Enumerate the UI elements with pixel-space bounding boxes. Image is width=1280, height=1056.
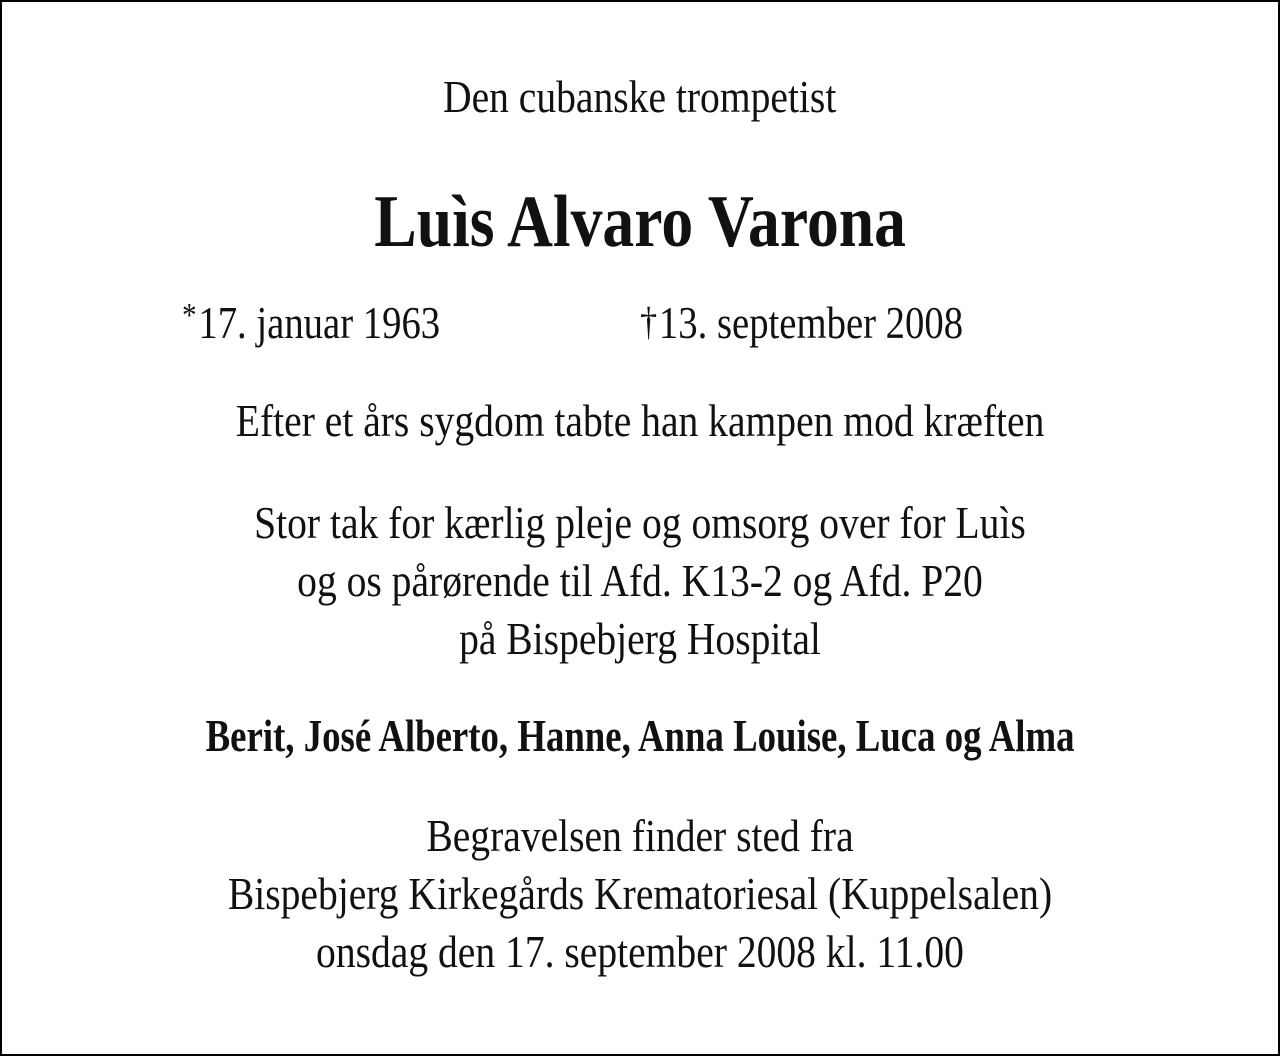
thanks-paragraph	[2, 494, 1278, 668]
name-text: Luìs Alvaro Varona	[374, 181, 906, 263]
illness-text: Efter et års sygdom tabte han kampen mod kræften	[235, 395, 1045, 446]
funeral-line: Begravelsen finder sted fra	[426, 810, 854, 861]
birth-asterisk-icon: *	[182, 297, 197, 334]
dates-row	[2, 297, 1278, 353]
thanks-line: Stor tak for kærlig pleje og omsorg over for Luìs	[254, 497, 1026, 548]
funeral-line: Bispebjerg Kirkegårds Krematoriesal (Kuppelsalen)	[227, 868, 1053, 919]
death-date	[640, 297, 1016, 349]
thanks-line: og os pårørende til Afd. K13-2 og Afd. P20	[297, 555, 983, 606]
family-signature	[2, 709, 1278, 762]
intro-line	[2, 70, 1278, 123]
birth-date-text: 17. januar 1963	[198, 298, 441, 348]
birth-date	[182, 297, 482, 349]
death-cross-icon: †	[640, 299, 658, 344]
intro-text: Den cubanske trompetist	[443, 71, 837, 122]
thanks-line: på Bispebjerg Hospital	[459, 613, 821, 664]
funeral-line: onsdag den 17. september 2008 kl. 11.00	[316, 926, 964, 977]
death-date-text: 13. september 2008	[658, 298, 964, 348]
illness-line	[2, 394, 1278, 447]
family-text: Berit, José Alberto, Hanne, Anna Louise, Luca og Alma	[205, 710, 1075, 761]
deceased-name	[2, 180, 1278, 265]
funeral-paragraph	[2, 807, 1278, 981]
